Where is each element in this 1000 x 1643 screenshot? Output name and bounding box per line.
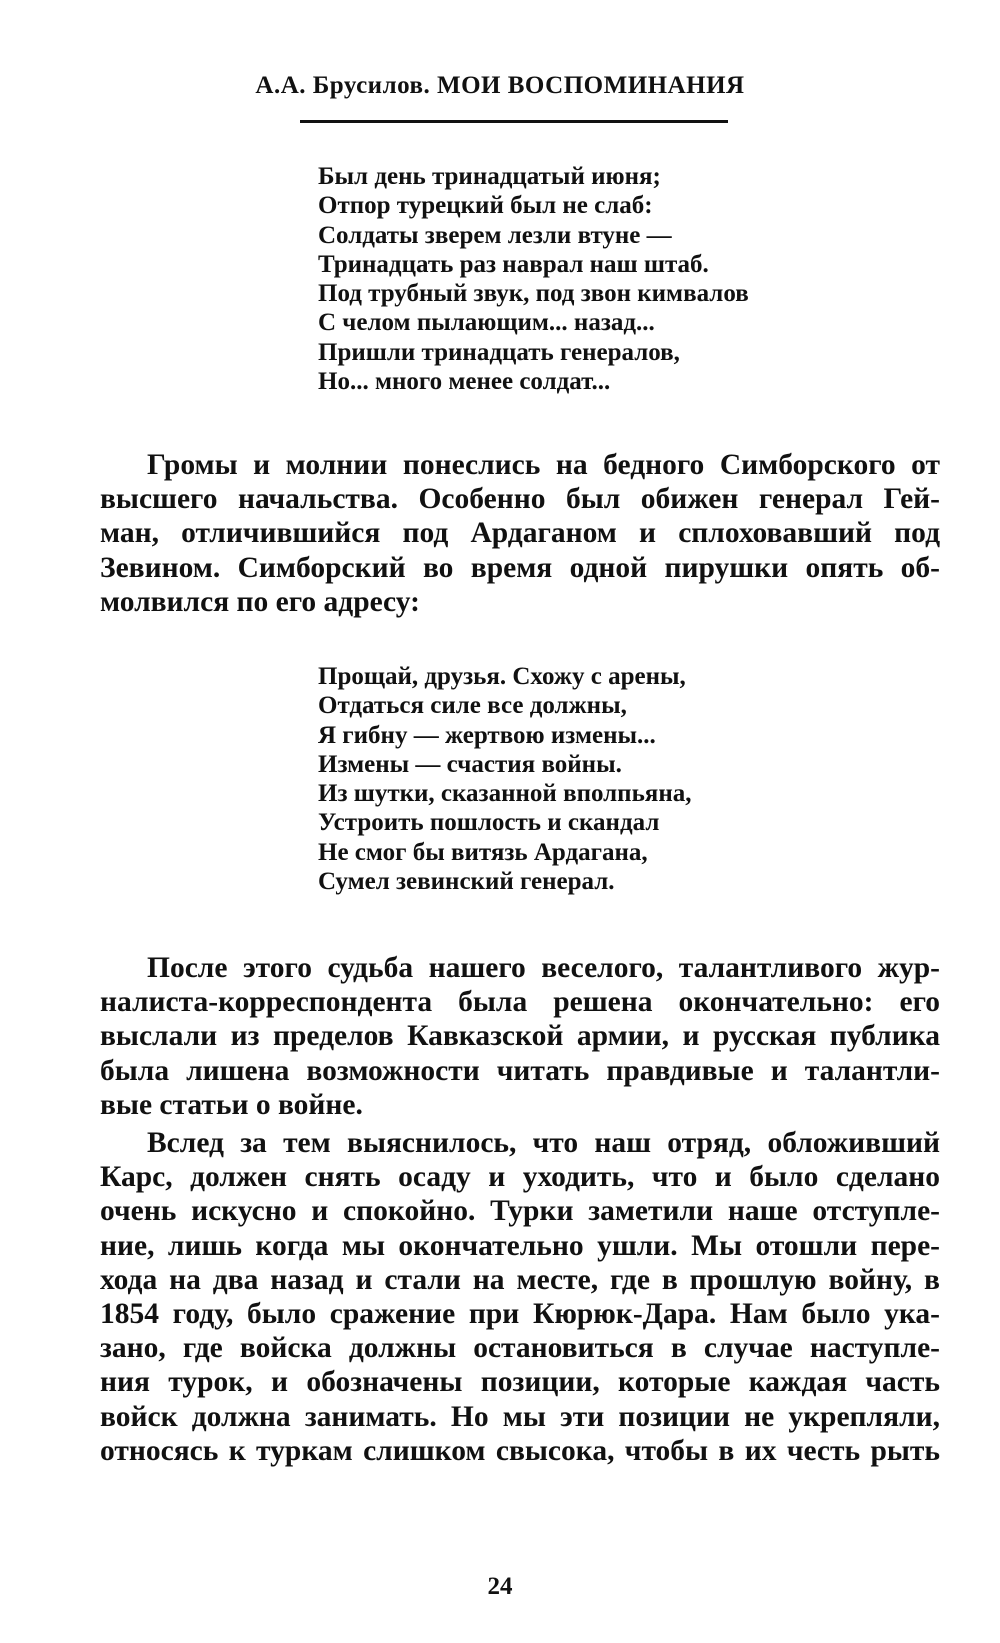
- running-title: А.А. Брусилов. МОИ ВОСПОМИНАНИЯ: [255, 72, 745, 99]
- verse-line: Устроить пошлость и скандал: [318, 809, 660, 837]
- text-line: ние, лишь когда мы окончательно ушли. Мы отошли пере-: [100, 1229, 940, 1262]
- paragraph-1: [100, 448, 940, 619]
- verse-line: С челом пылающим... назад...: [318, 309, 655, 337]
- verse-line: Но... много менее солдат...: [318, 368, 611, 396]
- verse-line: Измены — счастия войны.: [318, 750, 622, 778]
- text-line: Зевином. Симборский во время одной пирушки опять об-: [100, 551, 940, 584]
- paragraph-2: [100, 951, 940, 1122]
- text-line: Карс, должен снять осаду и уходить, что и было сделано: [100, 1161, 940, 1194]
- verse-line: Прощай, друзья. Схожу с арены,: [318, 663, 686, 690]
- verse-line: Не смог бы витязь Ардагана,: [318, 838, 648, 866]
- page-number: 24: [487, 1573, 513, 1600]
- text-line: налиста-корреспондента была решена окончательно: его: [100, 986, 940, 1019]
- text-line: ман, отличившийся под Ардаганом и сплоховавший под: [100, 517, 940, 550]
- text-line: 1854 году, было сражение при Кюрюк-Дара. Нам было ука-: [100, 1298, 940, 1331]
- verse-line: Был день тринадцатый июня;: [318, 163, 661, 190]
- paragraph-3: [100, 1126, 940, 1468]
- text-line: вые статьи о войне.: [100, 1088, 363, 1121]
- text-line: молвился по его адресу:: [100, 585, 420, 618]
- verse-line: Я гибну — жертвою измены...: [318, 721, 656, 749]
- text-line: Громы и молнии понеслись на бедного Симборского от: [147, 449, 940, 481]
- verse-line: Сумел зевинский генерал.: [318, 868, 615, 896]
- header-rule: [300, 120, 728, 123]
- verse-line: Из шутки, сказанной вполпьяна,: [318, 780, 692, 808]
- text-line: высшего начальства. Особенно был обижен генерал Гей-: [100, 483, 940, 516]
- text-line: относясь к туркам слишком свысока, чтобы в их честь рыть: [100, 1434, 940, 1467]
- text-line: ния турок, и обозначены позиции, которые каждая часть: [100, 1366, 940, 1399]
- text-line: После этого судьба нашего веселого, талантливого жур-: [147, 952, 940, 984]
- verse-line: Солдаты зверем лезли втуне —: [318, 221, 672, 249]
- verse-line: Под трубный звук, под звон кимвалов: [318, 280, 749, 308]
- text-line: очень искусно и спокойно. Турки заметили наше отступле-: [100, 1195, 940, 1228]
- text-line: была лишена возможности читать правдивые и талантли-: [100, 1054, 940, 1087]
- text-line: хода на два назад и стали на месте, где в прошлую войну, в: [100, 1263, 940, 1296]
- verse-line: Тринадцать раз наврал наш штаб.: [318, 250, 709, 278]
- verse-stanza-1: [318, 162, 918, 396]
- text-line: выслали из пределов Кавказской армии, и русская публика: [100, 1020, 940, 1053]
- text-line: Вслед за тем выяснилось, что наш отряд, обложивший: [147, 1127, 940, 1159]
- verse-stanza-2: [318, 662, 918, 896]
- verse-line: Отдаться силе все должны,: [318, 692, 627, 720]
- verse-line: Пришли тринадцать генералов,: [318, 338, 680, 366]
- text-line: зано, где войска должны остановиться в случае наступле-: [100, 1332, 940, 1365]
- text-line: войск должна занимать. Но мы эти позиции не укрепляли,: [100, 1400, 940, 1433]
- verse-line: Отпор турецкий был не слаб:: [318, 192, 653, 220]
